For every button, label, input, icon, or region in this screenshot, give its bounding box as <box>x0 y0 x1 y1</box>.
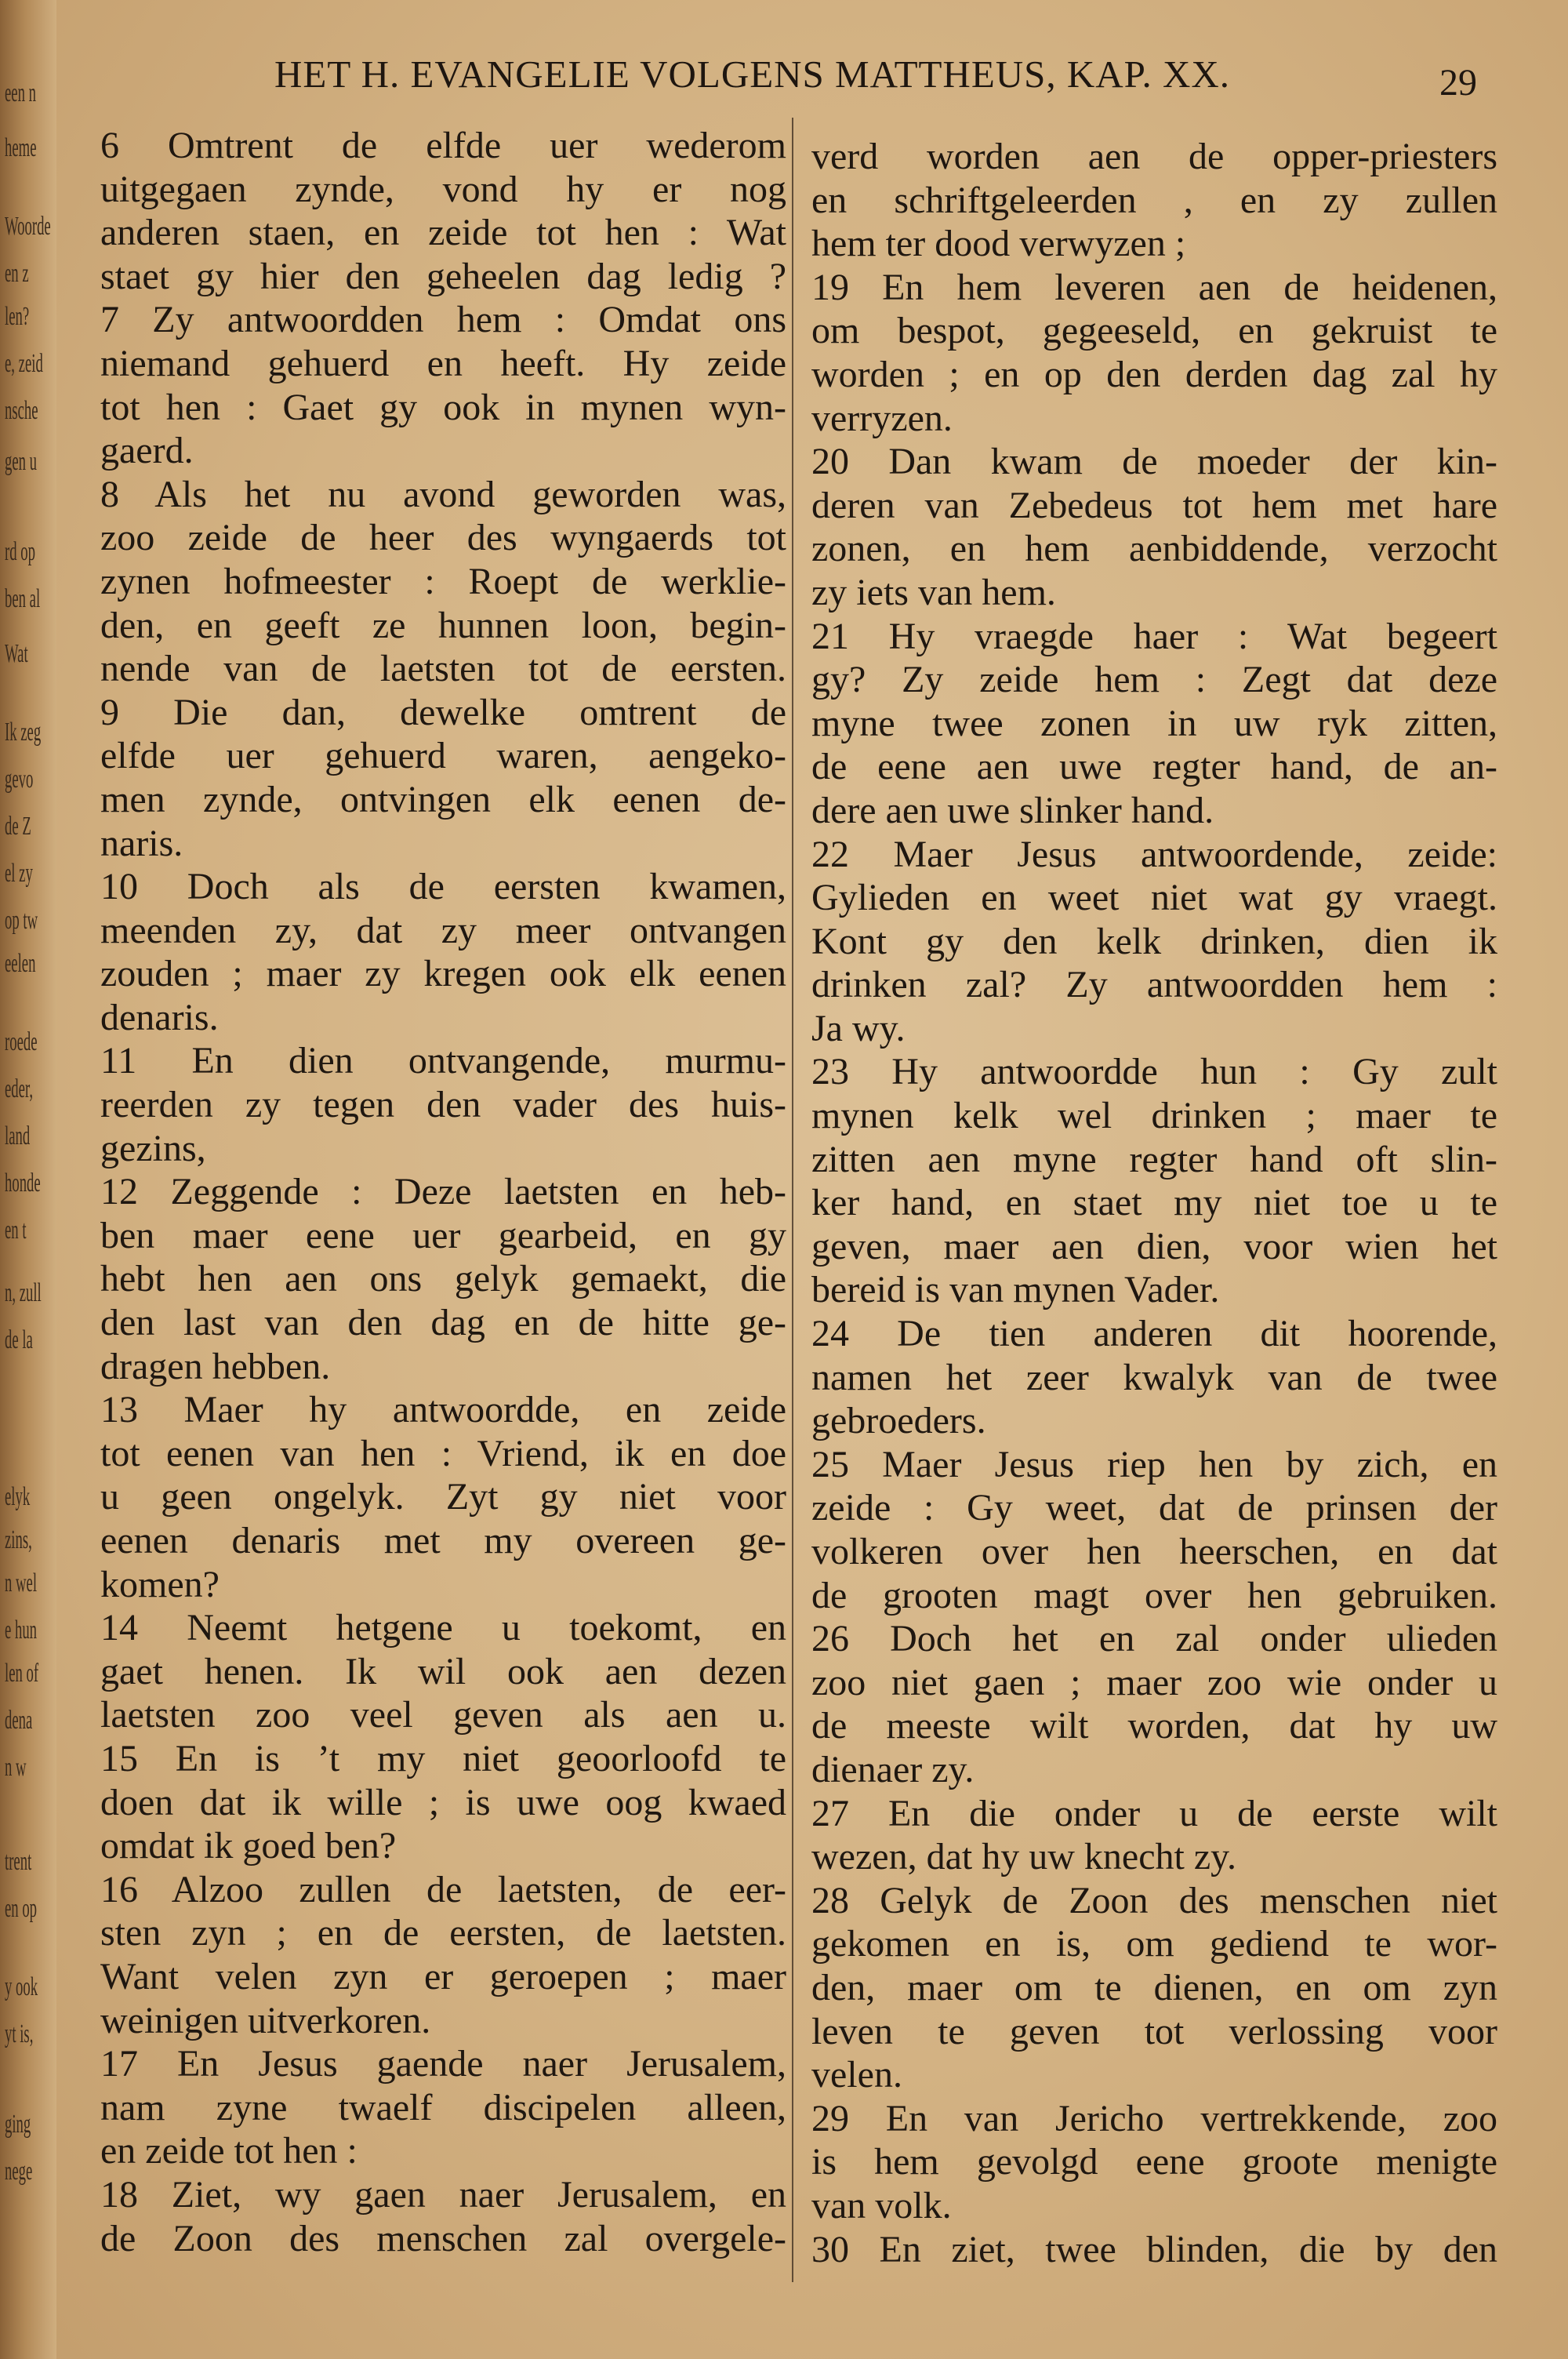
right-column-line: zy iets van hem. <box>811 571 1056 613</box>
left-column-line: nam zyne twaelf discipelen alleen, <box>100 2086 786 2128</box>
left-column-line: anderen staen, en zeide tot hen : Wat <box>100 212 786 254</box>
left-column-line: 11 En dien ontvangende, murmu- <box>100 1040 786 1082</box>
right-column-line: bereid is van mynen Vader. <box>811 1269 1220 1311</box>
facing-page-fragment: el zy <box>5 859 33 888</box>
left-column-line: 13 Maer hy antwoordde, en zeide <box>100 1389 786 1431</box>
right-column-line: zeide : Gy weet, dat de prinsen der <box>811 1487 1497 1529</box>
left-column-line: naris. <box>100 822 183 864</box>
right-column-line: mynen kelk wel drinken ; maer te <box>811 1095 1497 1137</box>
right-column-line: gebroeders. <box>811 1400 986 1442</box>
left-column-line: zoo zeide de heer des wyngaerds tot <box>100 517 786 559</box>
right-column-line: de meeste wilt worden, dat hy uw <box>811 1705 1497 1747</box>
facing-page-fragment: n wel <box>5 1568 38 1598</box>
right-column-line: om bespot, gegeeseld, en gekruist te <box>811 310 1497 352</box>
right-column-line: en schriftgeleerden , en zy zullen <box>811 179 1497 221</box>
right-column-line: hem ter dood verwyzen ; <box>811 223 1186 265</box>
right-column-line: deren van Zebedeus tot hem met hare <box>811 484 1497 526</box>
right-column-line: 22 Maer Jesus antwoordende, zeide: <box>811 833 1497 875</box>
left-column-line: dragen hebben. <box>100 1345 331 1387</box>
right-column-line: worden ; en op den derden dag zal hy <box>811 353 1497 395</box>
left-column-line: sten zyn ; en de eersten, de laetsten. <box>100 1912 786 1954</box>
left-column-line: men zynde, ontvingen elk eenen de- <box>100 778 786 820</box>
facing-page-fragment: n, zull <box>5 1278 42 1307</box>
left-column-line: den, en geeft ze hunnen loon, begin- <box>100 604 786 646</box>
right-column-line: de grooten magt over hen gebruiken. <box>811 1574 1497 1616</box>
left-column-line: reerden zy tegen den vader des huis- <box>100 1084 786 1126</box>
left-column-line: zouden ; maer zy kregen ook elk eenen <box>100 953 786 995</box>
right-column-line: den, maer om te dienen, en om zyn <box>811 1966 1497 2008</box>
left-column-line: meenden zy, dat zy meer ontvangen <box>100 909 786 951</box>
left-column-line: 7 Zy antwoordden hem : Omdat ons <box>100 299 786 341</box>
right-column-line: gy? Zy zeide hem : Zegt dat deze <box>811 659 1497 701</box>
facing-page-fragment: en t <box>5 1216 27 1245</box>
left-column-line: tot hen : Gaet gy ook in mynen wyn- <box>100 386 786 428</box>
facing-page-fragment: rd op <box>5 537 35 566</box>
page-number: 29 <box>1439 62 1477 104</box>
right-column-line: 30 En ziet, twee blinden, die by den <box>811 2228 1497 2270</box>
right-column-line: leven te geven tot verlossing voor <box>811 2010 1497 2052</box>
right-column-line: 24 De tien anderen dit hoorende, <box>811 1313 1497 1355</box>
right-column-line: verryzen. <box>811 397 953 439</box>
right-column-line: velen. <box>811 2054 902 2096</box>
right-column-line: 21 Hy vraegde haer : Wat begeert <box>811 615 1497 657</box>
left-column-line: u geen ongelyk. Zyt gy niet voor <box>100 1476 786 1518</box>
facing-page-fragment: roede <box>5 1027 38 1056</box>
left-column-line: 16 Alzoo zullen de laetsten, de eer- <box>100 1868 786 1910</box>
right-column-line: dienaer zy. <box>811 1748 975 1790</box>
left-column-line: Want velen zyn er geroepen ; maer <box>100 1955 786 1997</box>
left-column-line: 17 En Jesus gaende naer Jerusalem, <box>100 2043 786 2085</box>
facing-page-fragment: Woorde <box>5 212 51 241</box>
left-column-line: 10 Doch als de eersten kwamen, <box>100 866 786 908</box>
right-column-line: myne twee zonen in uw ryk zitten, <box>811 702 1497 744</box>
facing-page-fragment: Wat <box>5 639 28 668</box>
right-column-line: Gylieden en weet niet wat gy vraegt. <box>811 877 1497 919</box>
left-column-line: uitgegaen zynde, vond hy er nog <box>100 168 786 210</box>
left-column-line: omdat ik goed ben? <box>100 1825 397 1867</box>
left-column-line: nende van de laetsten tot de eersten. <box>100 648 786 690</box>
facing-page-fragment: y ook <box>5 1972 38 2001</box>
facing-page-edge <box>0 0 56 2359</box>
facing-page-fragment: gen u <box>5 447 38 476</box>
left-column-line: gaerd. <box>100 430 194 472</box>
left-column-line: 18 Ziet, wy gaen naer Jerusalem, en <box>100 2173 786 2215</box>
facing-page-fragment: e, zeid <box>5 349 43 378</box>
left-column-line: elfde uer gehuerd waren, aengeko- <box>100 735 786 777</box>
column-divider <box>792 118 793 2282</box>
right-column-line: 27 En die onder u de eerste wilt <box>811 1792 1497 1834</box>
facing-page-fragment: ben al <box>5 584 41 613</box>
left-column-line: zynen hofmeester : Roept de werklie- <box>100 560 786 602</box>
left-column-line: doen dat ik wille ; is uwe oog kwaed <box>100 1781 786 1823</box>
facing-page-fragment: eder, <box>5 1074 34 1103</box>
right-column-line: Ja wy. <box>811 1007 906 1049</box>
left-column-line: gezins, <box>100 1127 206 1169</box>
facing-page-fragment: yt is, <box>5 2019 34 2048</box>
facing-page-fragment: elyk <box>5 1482 31 1511</box>
left-column-line: 12 Zeggende : Deze laetsten en heb- <box>100 1171 786 1213</box>
facing-page-fragment: de Z <box>5 812 31 841</box>
left-column-line: eenen denaris met my overeen ge- <box>100 1520 786 1561</box>
left-column-line: weinigen uitverkoren. <box>100 1999 431 2041</box>
facing-page-fragment: land <box>5 1121 31 1150</box>
right-column-line: 19 En hem leveren aen de heidenen, <box>811 266 1497 308</box>
left-column-line: 8 Als het nu avond geworden was, <box>100 473 786 515</box>
right-column-line: verd worden aen de opper-priesters <box>811 136 1497 177</box>
facing-page-fragment: nege <box>5 2157 33 2186</box>
left-column-line: niemand gehuerd en heeft. Hy zeide <box>100 342 786 384</box>
left-column-line: hebt hen aen ons gelyk gemaekt, die <box>100 1258 786 1300</box>
right-column-line: namen het zeer kwalyk van de twee <box>811 1356 1497 1398</box>
right-column-line: 29 En van Jericho vertrekkende, zoo <box>811 2097 1497 2139</box>
left-column-line: 9 Die dan, dewelke omtrent de <box>100 691 786 733</box>
facing-page-fragment: dena <box>5 1706 33 1735</box>
facing-page-fragment: n w <box>5 1753 27 1782</box>
facing-page-fragment: honde <box>5 1169 41 1198</box>
left-column-line: denaris. <box>100 996 219 1038</box>
facing-page-fragment: len of <box>5 1659 39 1688</box>
facing-page-fragment: en op <box>5 1894 38 1923</box>
left-column <box>100 124 786 2260</box>
left-column-line: tot eenen van hen : Vriend, ik en doe <box>100 1432 786 1474</box>
right-column-line: wezen, dat hy uw knecht zy. <box>811 1836 1237 1878</box>
facing-page-fragment: Ik zeg <box>5 718 42 747</box>
left-column-line: den last van den dag en de hitte ge- <box>100 1302 786 1344</box>
right-column-line: dere aen uwe slinker hand. <box>811 789 1214 831</box>
right-column-line: is hem gevolgd eene groote menigte <box>811 2141 1497 2183</box>
facing-page-fragment: de la <box>5 1325 33 1354</box>
right-column <box>811 135 1497 2271</box>
right-column-line: Kont gy den kelk drinken, dien ik <box>811 920 1497 962</box>
left-column-line: ben maer eene uer gearbeid, en gy <box>100 1214 786 1256</box>
facing-page-fragment: op tw <box>5 906 38 935</box>
right-column-line: 25 Maer Jesus riep hen by zich, en <box>811 1443 1497 1485</box>
left-column-line: 14 Neemt hetgene u toekomt, en <box>100 1607 786 1649</box>
facing-page-fragment: en z <box>5 259 29 288</box>
left-column-line: de Zoon des menschen zal overgele- <box>100 2217 786 2259</box>
right-column-line: volkeren over hen heerschen, en dat <box>811 1531 1497 1572</box>
facing-page-fragment: trent <box>5 1847 32 1876</box>
left-column-line: en zeide tot hen : <box>100 2130 358 2172</box>
right-column-line: geven, maer aen dien, voor wien het <box>811 1225 1497 1267</box>
running-head: HET H. EVANGELIE VOLGENS MATTHEUS, KAP. XX. <box>274 53 1230 96</box>
right-column-line: 28 Gelyk de Zoon des menschen niet <box>811 1879 1497 1921</box>
right-column-line: 26 Doch het en zal onder ulieden <box>811 1618 1497 1660</box>
right-column-line: van volk. <box>811 2184 952 2226</box>
right-column-line: zonen, en hem aenbiddende, verzocht <box>811 528 1497 570</box>
right-column-line: drinken zal? Zy antwoordden hem : <box>811 964 1497 1006</box>
facing-page-fragment: eelen <box>5 949 36 978</box>
facing-page-fragment: heme <box>5 133 37 162</box>
right-column-line: gekomen en is, om gediend te wor- <box>811 1923 1497 1965</box>
left-column-line: 6 Omtrent de elfde uer wederom <box>100 125 786 166</box>
facing-page-fragment: zins, <box>5 1525 32 1554</box>
left-column-line: 15 En is ’t my niet geoorloofd te <box>100 1737 786 1779</box>
left-column-line: gaet henen. Ik wil ook aen dezen <box>100 1650 786 1692</box>
facing-page-fragment: gevo <box>5 765 34 794</box>
right-column-line: 20 Dan kwam de moeder der kin- <box>811 441 1497 483</box>
left-column-line: komen? <box>100 1563 220 1605</box>
left-column-line: staet gy hier den geheelen dag ledig ? <box>100 255 786 297</box>
right-column-line: zoo niet gaen ; maer zoo wie onder u <box>811 1661 1497 1703</box>
facing-page-fragment: nsche <box>5 396 38 425</box>
right-column-line: 23 Hy antwoordde hun : Gy zult <box>811 1051 1497 1093</box>
facing-page-fragment: len? <box>5 302 30 331</box>
facing-page-fragment: een n <box>5 78 36 107</box>
facing-page-fragment: e hun <box>5 1616 38 1645</box>
right-column-line: de eene aen uwe regter hand, de an- <box>811 746 1497 788</box>
right-column-line: ker hand, en staet my niet toe u te <box>811 1182 1497 1224</box>
facing-page-fragment: ging <box>5 2110 31 2139</box>
right-column-line: zitten aen myne regter hand oft slin- <box>811 1138 1497 1180</box>
left-column-line: laetsten zoo veel geven als aen u. <box>100 1694 786 1736</box>
